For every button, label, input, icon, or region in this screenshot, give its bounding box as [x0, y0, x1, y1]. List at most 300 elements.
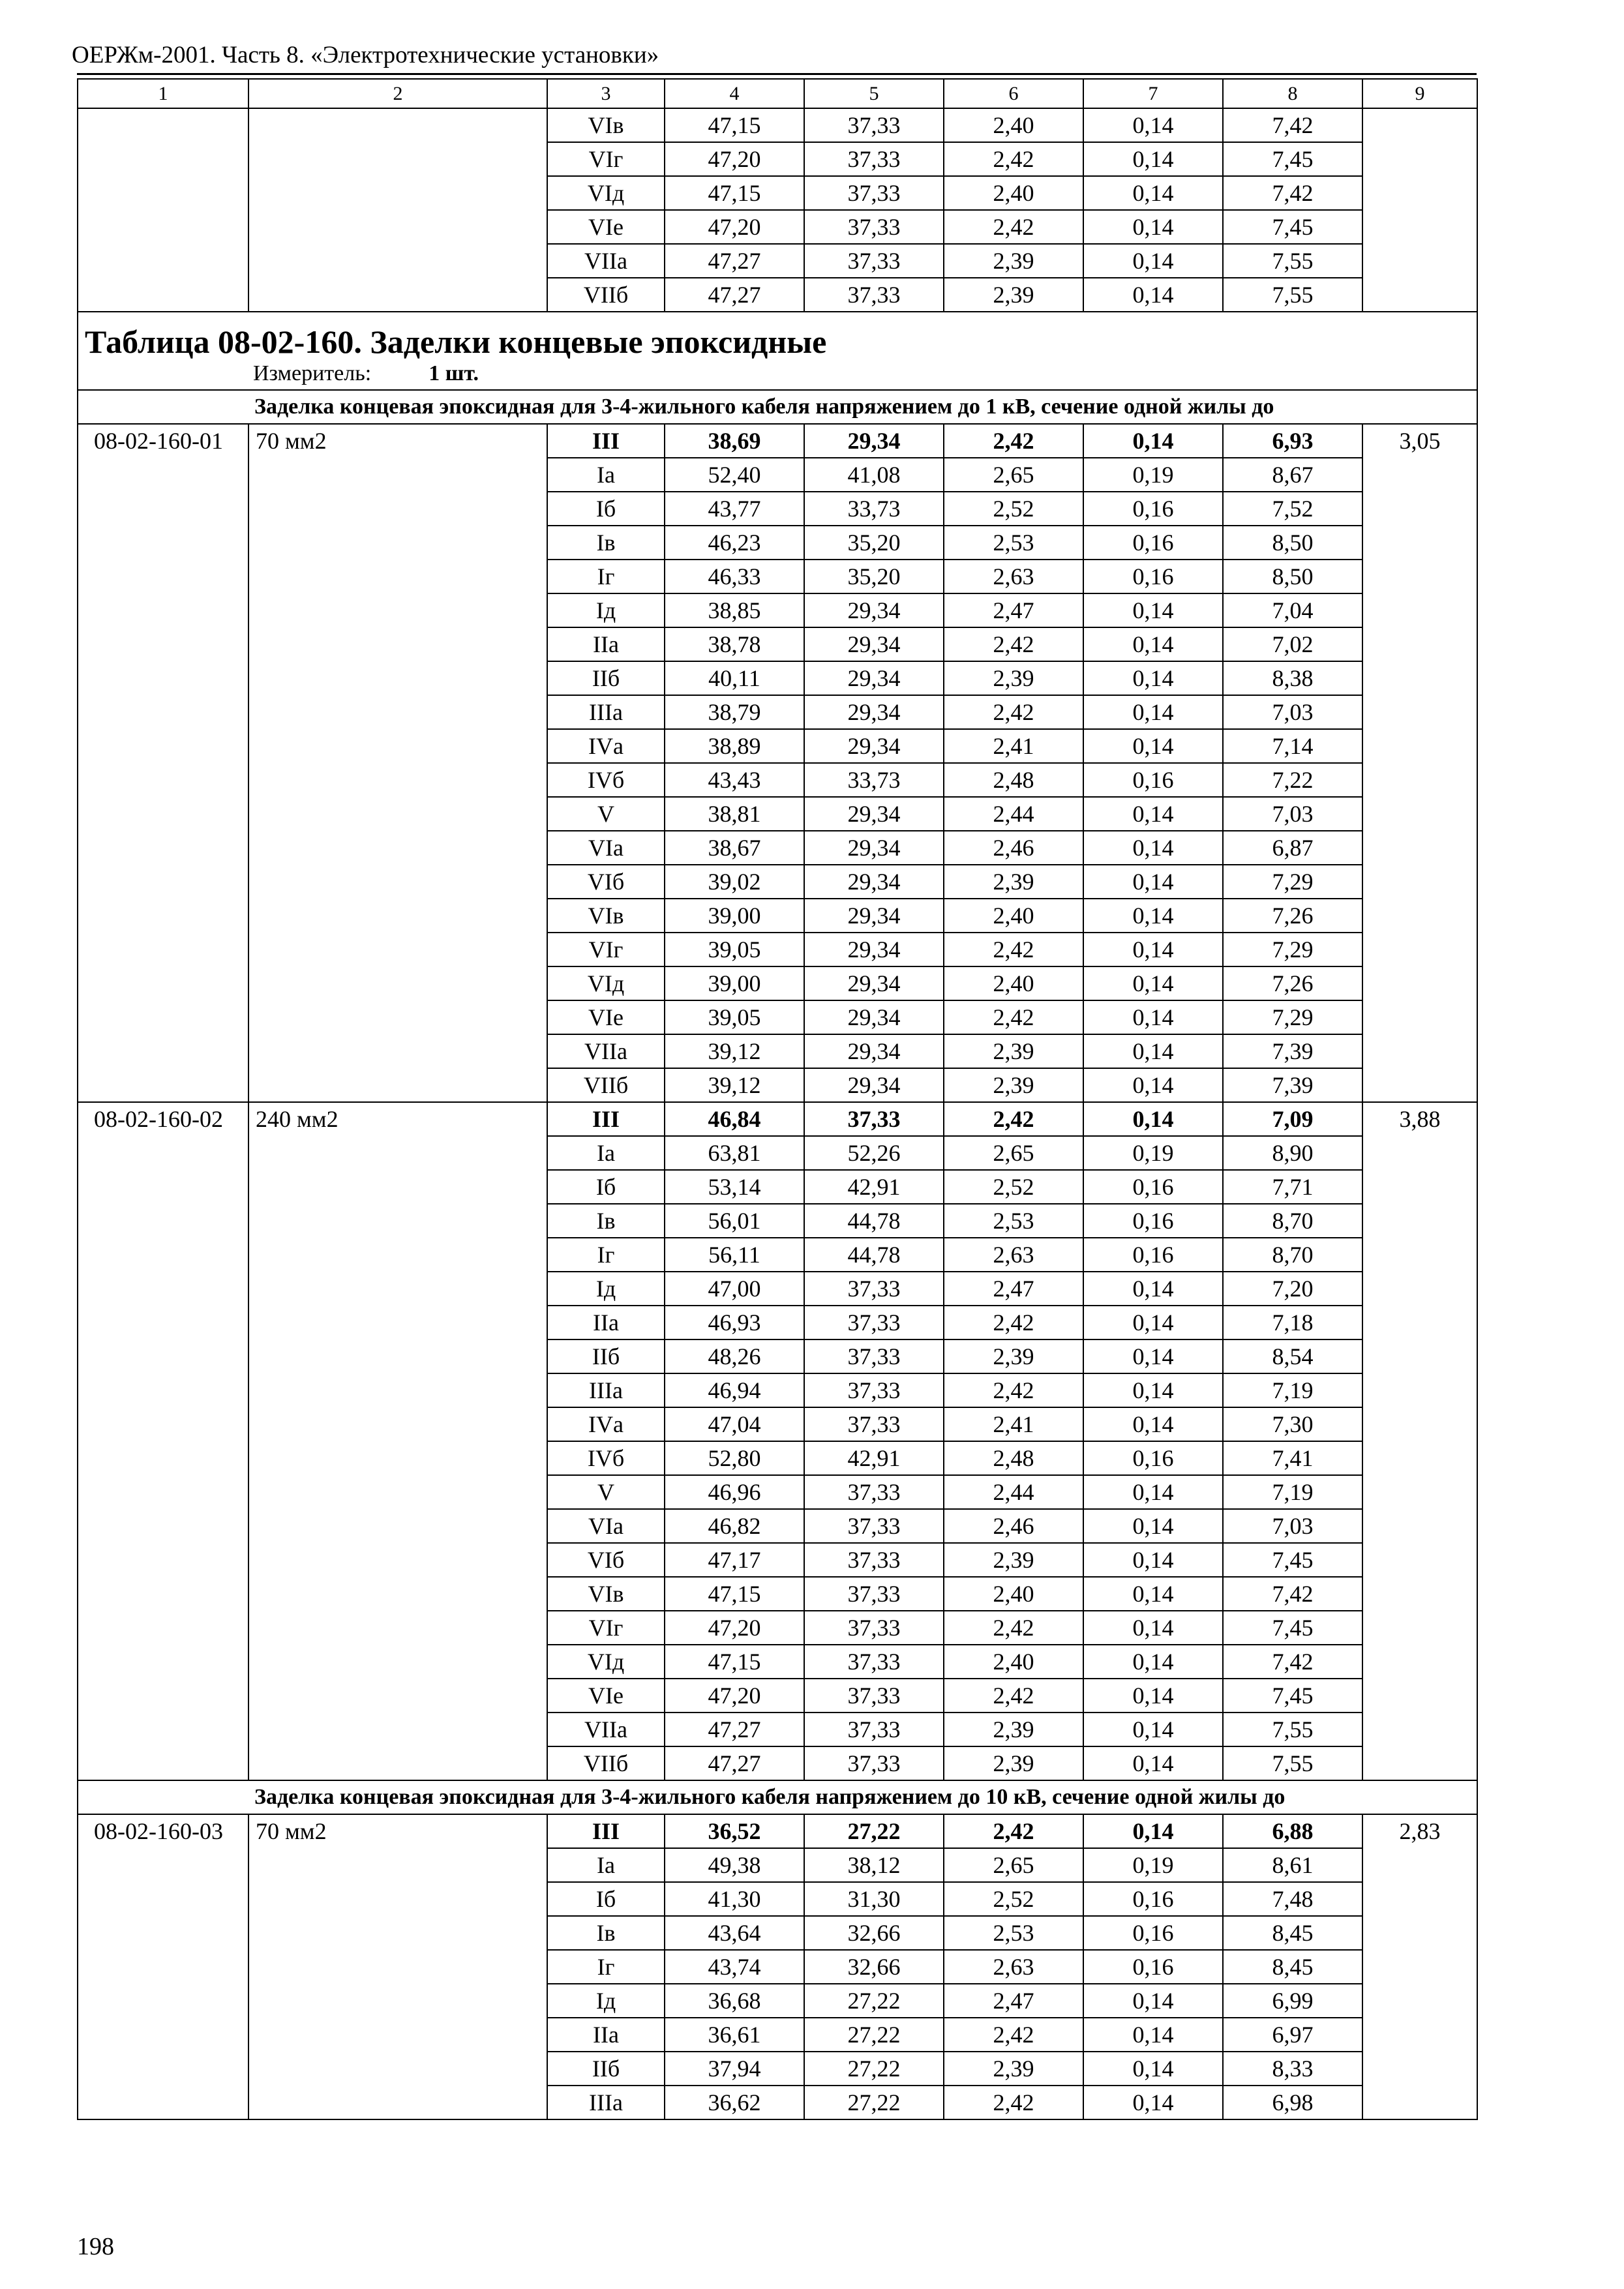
- region-cell: Iд: [547, 593, 665, 627]
- value-cell: 0,19: [1083, 1136, 1223, 1170]
- value-cell: 47,20: [665, 142, 804, 176]
- value-cell: 46,94: [665, 1373, 804, 1407]
- region-cell: IVа: [547, 729, 665, 763]
- value-cell: 2,39: [944, 278, 1083, 312]
- value-cell: 2,42: [944, 142, 1083, 176]
- value-cell: 0,14: [1083, 661, 1223, 695]
- value-cell: 0,19: [1083, 458, 1223, 492]
- value-cell: 37,33: [804, 1306, 944, 1339]
- region-cell: III: [547, 424, 665, 458]
- value-cell: 56,11: [665, 1238, 804, 1272]
- value-cell: 7,71: [1223, 1170, 1362, 1204]
- column-number: 3: [547, 79, 665, 108]
- value-cell: 46,96: [665, 1475, 804, 1509]
- value-cell: 2,53: [944, 1204, 1083, 1238]
- region-cell: Iг: [547, 560, 665, 593]
- value-cell: 2,53: [944, 1916, 1083, 1950]
- value-cell: 29,34: [804, 865, 944, 899]
- region-cell: Iг: [547, 1238, 665, 1272]
- value-cell: 43,64: [665, 1916, 804, 1950]
- value-cell: 42,91: [804, 1441, 944, 1475]
- price-table: [77, 78, 1478, 2120]
- column-number: 4: [665, 79, 804, 108]
- value-cell: 29,34: [804, 966, 944, 1000]
- value-cell: 0,14: [1083, 278, 1223, 312]
- value-cell: 29,34: [804, 593, 944, 627]
- value-cell: 35,20: [804, 526, 944, 560]
- value-cell: 46,82: [665, 1509, 804, 1543]
- value-cell: 43,43: [665, 763, 804, 797]
- value-cell: 0,14: [1083, 933, 1223, 966]
- value-cell: 2,42: [944, 1000, 1083, 1034]
- value-cell: 0,16: [1083, 560, 1223, 593]
- value-cell: 7,55: [1223, 244, 1362, 278]
- value-cell: 31,30: [804, 1882, 944, 1916]
- column-number: 5: [804, 79, 944, 108]
- table-row: [78, 1814, 1477, 1848]
- value-cell: 2,41: [944, 729, 1083, 763]
- value-cell: 36,68: [665, 1984, 804, 2018]
- value-cell: 0,14: [1083, 1577, 1223, 1611]
- value-cell: 53,14: [665, 1170, 804, 1204]
- value-cell: 2,52: [944, 492, 1083, 526]
- value-cell: 7,42: [1223, 1577, 1362, 1611]
- value-cell: 7,45: [1223, 1543, 1362, 1577]
- value-cell: 0,14: [1083, 1339, 1223, 1373]
- value-cell: 2,39: [944, 661, 1083, 695]
- value-cell: 29,34: [804, 627, 944, 661]
- value-cell: 29,34: [804, 695, 944, 729]
- region-cell: Iв: [547, 1916, 665, 1950]
- value-cell: 0,14: [1083, 1407, 1223, 1441]
- value-cell: 2,40: [944, 966, 1083, 1000]
- table-title: Таблица 08-02-160. Заделки концевые эпоксидные: [85, 323, 827, 360]
- value-cell: 0,14: [1083, 1746, 1223, 1780]
- value-cell: 41,08: [804, 458, 944, 492]
- value-cell: 0,14: [1083, 729, 1223, 763]
- value-cell: 38,79: [665, 695, 804, 729]
- region-cell: VIе: [547, 1000, 665, 1034]
- region-cell: Iб: [547, 492, 665, 526]
- code-cell: 08-02-160-02: [78, 1102, 248, 1780]
- value-cell: 2,42: [944, 2018, 1083, 2052]
- region-cell: VIв: [547, 899, 665, 933]
- value-cell: 8,50: [1223, 560, 1362, 593]
- value-cell: 36,61: [665, 2018, 804, 2052]
- value-cell: 27,22: [804, 2086, 944, 2119]
- value-cell: 37,33: [804, 1645, 944, 1679]
- value-cell: 7,19: [1223, 1475, 1362, 1509]
- value-cell: 0,14: [1083, 899, 1223, 933]
- value-cell: 2,52: [944, 1170, 1083, 1204]
- value-cell: 0,14: [1083, 1814, 1223, 1848]
- value-cell: 0,14: [1083, 244, 1223, 278]
- value-cell: 0,14: [1083, 966, 1223, 1000]
- value-cell: 7,52: [1223, 492, 1362, 526]
- region-cell: V: [547, 1475, 665, 1509]
- value-cell: 7,18: [1223, 1306, 1362, 1339]
- value-cell: 0,16: [1083, 763, 1223, 797]
- value-cell: 7,29: [1223, 1000, 1362, 1034]
- value-cell: 29,34: [804, 899, 944, 933]
- value-cell: 37,33: [804, 1679, 944, 1713]
- value-cell: 2,42: [944, 1814, 1083, 1848]
- running-header: ОЕРЖм-2001. Часть 8. «Электротехнические установки»: [72, 42, 659, 68]
- code-cell: [78, 108, 248, 312]
- value-cell: 0,14: [1083, 1000, 1223, 1034]
- col9-cell: 2,83: [1362, 1814, 1477, 2119]
- value-cell: 46,84: [665, 1102, 804, 1136]
- value-cell: 7,45: [1223, 142, 1362, 176]
- region-cell: Iд: [547, 1984, 665, 2018]
- segment-heading-row: [78, 1780, 1477, 1814]
- param-cell: [248, 108, 547, 312]
- column-number: 8: [1223, 79, 1362, 108]
- value-cell: 8,45: [1223, 1916, 1362, 1950]
- value-cell: 0,14: [1083, 1102, 1223, 1136]
- value-cell: 8,70: [1223, 1204, 1362, 1238]
- region-cell: VIIа: [547, 1034, 665, 1068]
- value-cell: 27,22: [804, 1984, 944, 2018]
- region-cell: IVб: [547, 1441, 665, 1475]
- value-cell: 63,81: [665, 1136, 804, 1170]
- value-cell: 39,05: [665, 933, 804, 966]
- value-cell: 0,16: [1083, 1170, 1223, 1204]
- value-cell: 39,12: [665, 1068, 804, 1102]
- value-cell: 7,39: [1223, 1034, 1362, 1068]
- value-cell: 33,73: [804, 492, 944, 526]
- value-cell: 2,42: [944, 695, 1083, 729]
- value-cell: 37,33: [804, 1577, 944, 1611]
- value-cell: 2,39: [944, 1713, 1083, 1746]
- region-cell: VIе: [547, 210, 665, 244]
- value-cell: 2,39: [944, 244, 1083, 278]
- value-cell: 8,33: [1223, 2052, 1362, 2086]
- region-cell: IIа: [547, 1306, 665, 1339]
- region-cell: Iа: [547, 1848, 665, 1882]
- value-cell: 37,33: [804, 1475, 944, 1509]
- value-cell: 7,41: [1223, 1441, 1362, 1475]
- value-cell: 6,97: [1223, 2018, 1362, 2052]
- value-cell: 29,34: [804, 831, 944, 865]
- region-cell: VIе: [547, 1679, 665, 1713]
- value-cell: 43,77: [665, 492, 804, 526]
- region-cell: IIб: [547, 661, 665, 695]
- value-cell: 8,50: [1223, 526, 1362, 560]
- value-cell: 47,15: [665, 1645, 804, 1679]
- value-cell: 37,33: [804, 1543, 944, 1577]
- column-number: 1: [78, 79, 248, 108]
- value-cell: 7,14: [1223, 729, 1362, 763]
- value-cell: 0,14: [1083, 1373, 1223, 1407]
- region-cell: VIIб: [547, 278, 665, 312]
- value-cell: 2,40: [944, 176, 1083, 210]
- value-cell: 47,20: [665, 210, 804, 244]
- region-cell: VIг: [547, 142, 665, 176]
- region-cell: Iа: [547, 458, 665, 492]
- page-number: 198: [77, 2233, 114, 2260]
- value-cell: 0,16: [1083, 1916, 1223, 1950]
- value-cell: 29,34: [804, 933, 944, 966]
- value-cell: 6,93: [1223, 424, 1362, 458]
- value-cell: 43,74: [665, 1950, 804, 1984]
- value-cell: 8,90: [1223, 1136, 1362, 1170]
- value-cell: 7,09: [1223, 1102, 1362, 1136]
- value-cell: 2,42: [944, 424, 1083, 458]
- value-cell: 37,33: [804, 142, 944, 176]
- region-cell: IIа: [547, 627, 665, 661]
- value-cell: 2,39: [944, 865, 1083, 899]
- region-cell: VIг: [547, 1611, 665, 1645]
- region-cell: Iб: [547, 1170, 665, 1204]
- value-cell: 46,93: [665, 1306, 804, 1339]
- value-cell: 7,02: [1223, 627, 1362, 661]
- value-cell: 7,04: [1223, 593, 1362, 627]
- region-cell: VIд: [547, 1645, 665, 1679]
- value-cell: 27,22: [804, 2052, 944, 2086]
- unit-line: [78, 361, 1477, 387]
- region-cell: VIIб: [547, 1068, 665, 1102]
- region-cell: IIб: [547, 1339, 665, 1373]
- region-cell: VIб: [547, 865, 665, 899]
- region-cell: IIа: [547, 2018, 665, 2052]
- region-cell: IIIа: [547, 695, 665, 729]
- value-cell: 47,15: [665, 176, 804, 210]
- region-cell: Iд: [547, 1272, 665, 1306]
- value-cell: 32,66: [804, 1950, 944, 1984]
- value-cell: 7,22: [1223, 763, 1362, 797]
- value-cell: 0,14: [1083, 1068, 1223, 1102]
- value-cell: 2,65: [944, 458, 1083, 492]
- region-cell: VIа: [547, 1509, 665, 1543]
- value-cell: 0,14: [1083, 1679, 1223, 1713]
- table-row: [78, 424, 1477, 458]
- value-cell: 29,34: [804, 729, 944, 763]
- value-cell: 7,42: [1223, 108, 1362, 142]
- value-cell: 0,16: [1083, 1882, 1223, 1916]
- table-title-cell: [78, 312, 1477, 390]
- value-cell: 8,54: [1223, 1339, 1362, 1373]
- region-cell: VIд: [547, 966, 665, 1000]
- value-cell: 2,42: [944, 1611, 1083, 1645]
- column-number: 2: [248, 79, 547, 108]
- value-cell: 29,34: [804, 1000, 944, 1034]
- value-cell: 0,14: [1083, 424, 1223, 458]
- value-cell: 37,33: [804, 1611, 944, 1645]
- segment-heading-row: [78, 390, 1477, 424]
- value-cell: 2,53: [944, 526, 1083, 560]
- value-cell: 8,70: [1223, 1238, 1362, 1272]
- value-cell: 37,33: [804, 210, 944, 244]
- value-cell: 2,48: [944, 1441, 1083, 1475]
- value-cell: 42,91: [804, 1170, 944, 1204]
- value-cell: 7,55: [1223, 1713, 1362, 1746]
- value-cell: 7,03: [1223, 797, 1362, 831]
- value-cell: 38,67: [665, 831, 804, 865]
- region-cell: VIа: [547, 831, 665, 865]
- value-cell: 7,29: [1223, 933, 1362, 966]
- value-cell: 47,15: [665, 108, 804, 142]
- value-cell: 0,14: [1083, 695, 1223, 729]
- value-cell: 7,48: [1223, 1882, 1362, 1916]
- value-cell: 8,38: [1223, 661, 1362, 695]
- value-cell: 0,14: [1083, 1984, 1223, 2018]
- value-cell: 7,45: [1223, 1611, 1362, 1645]
- value-cell: 2,44: [944, 797, 1083, 831]
- value-cell: 6,88: [1223, 1814, 1362, 1848]
- value-cell: 2,47: [944, 1984, 1083, 2018]
- value-cell: 38,81: [665, 797, 804, 831]
- value-cell: 2,42: [944, 627, 1083, 661]
- value-cell: 2,41: [944, 1407, 1083, 1441]
- value-cell: 0,14: [1083, 1543, 1223, 1577]
- value-cell: 41,30: [665, 1882, 804, 1916]
- value-cell: 0,16: [1083, 1238, 1223, 1272]
- value-cell: 39,05: [665, 1000, 804, 1034]
- value-cell: 0,14: [1083, 1475, 1223, 1509]
- value-cell: 0,14: [1083, 593, 1223, 627]
- value-cell: 7,20: [1223, 1272, 1362, 1306]
- value-cell: 29,34: [804, 1068, 944, 1102]
- value-cell: 37,94: [665, 2052, 804, 2086]
- value-cell: 0,14: [1083, 2052, 1223, 2086]
- value-cell: 7,29: [1223, 865, 1362, 899]
- region-cell: IIIа: [547, 1373, 665, 1407]
- value-cell: 2,40: [944, 108, 1083, 142]
- region-cell: V: [547, 797, 665, 831]
- value-cell: 0,19: [1083, 1848, 1223, 1882]
- value-cell: 0,16: [1083, 1204, 1223, 1238]
- value-cell: 47,27: [665, 278, 804, 312]
- region-cell: Iв: [547, 526, 665, 560]
- value-cell: 7,55: [1223, 278, 1362, 312]
- value-cell: 47,20: [665, 1611, 804, 1645]
- value-cell: 37,33: [804, 1339, 944, 1373]
- value-cell: 37,33: [804, 1407, 944, 1441]
- value-cell: 29,34: [804, 661, 944, 695]
- value-cell: 37,33: [804, 108, 944, 142]
- table-title-row: [78, 312, 1477, 390]
- value-cell: 37,33: [804, 1102, 944, 1136]
- value-cell: 0,14: [1083, 1611, 1223, 1645]
- col9-cell: 3,88: [1362, 1102, 1477, 1780]
- value-cell: 39,02: [665, 865, 804, 899]
- value-cell: 2,63: [944, 1950, 1083, 1984]
- value-cell: 2,39: [944, 2052, 1083, 2086]
- value-cell: 2,39: [944, 1339, 1083, 1373]
- value-cell: 2,47: [944, 1272, 1083, 1306]
- value-cell: 0,14: [1083, 1306, 1223, 1339]
- value-cell: 2,63: [944, 560, 1083, 593]
- value-cell: 36,52: [665, 1814, 804, 1848]
- value-cell: 2,39: [944, 1034, 1083, 1068]
- value-cell: 2,42: [944, 210, 1083, 244]
- region-cell: VIд: [547, 176, 665, 210]
- value-cell: 2,42: [944, 1102, 1083, 1136]
- value-cell: 47,27: [665, 244, 804, 278]
- value-cell: 2,40: [944, 1577, 1083, 1611]
- value-cell: 8,67: [1223, 458, 1362, 492]
- value-cell: 33,73: [804, 763, 944, 797]
- value-cell: 0,14: [1083, 176, 1223, 210]
- value-cell: 2,65: [944, 1136, 1083, 1170]
- value-cell: 37,33: [804, 1746, 944, 1780]
- region-cell: VIв: [547, 108, 665, 142]
- value-cell: 37,33: [804, 1509, 944, 1543]
- value-cell: 39,00: [665, 966, 804, 1000]
- value-cell: 47,17: [665, 1543, 804, 1577]
- value-cell: 29,34: [804, 1034, 944, 1068]
- value-cell: 8,61: [1223, 1848, 1362, 1882]
- value-cell: 37,33: [804, 1272, 944, 1306]
- value-cell: 0,16: [1083, 526, 1223, 560]
- value-cell: 39,12: [665, 1034, 804, 1068]
- value-cell: 47,15: [665, 1577, 804, 1611]
- value-cell: 0,14: [1083, 2086, 1223, 2119]
- segment-heading: Заделка концевая эпоксидная для 3-4-жильного кабеля напряжением до 10 кВ, сечение одной жилы до: [78, 1780, 1477, 1814]
- region-cell: VIIа: [547, 1713, 665, 1746]
- value-cell: 48,26: [665, 1339, 804, 1373]
- segment-heading: Заделка концевая эпоксидная для 3-4-жильного кабеля напряжением до 1 кВ, сечение одной жилы до: [78, 390, 1477, 424]
- value-cell: 40,11: [665, 661, 804, 695]
- value-cell: 7,30: [1223, 1407, 1362, 1441]
- value-cell: 56,01: [665, 1204, 804, 1238]
- value-cell: 38,78: [665, 627, 804, 661]
- value-cell: 2,42: [944, 2086, 1083, 2119]
- param-cell: 70 мм2: [248, 1814, 547, 2119]
- value-cell: 7,55: [1223, 1746, 1362, 1780]
- value-cell: 0,16: [1083, 1950, 1223, 1984]
- region-cell: IIб: [547, 2052, 665, 2086]
- value-cell: 7,45: [1223, 210, 1362, 244]
- value-cell: 52,26: [804, 1136, 944, 1170]
- value-cell: 46,33: [665, 560, 804, 593]
- table-row: [78, 108, 1477, 142]
- value-cell: 47,00: [665, 1272, 804, 1306]
- value-cell: 47,27: [665, 1746, 804, 1780]
- value-cell: 0,14: [1083, 142, 1223, 176]
- value-cell: 2,65: [944, 1848, 1083, 1882]
- column-number: 6: [944, 79, 1083, 108]
- value-cell: 47,04: [665, 1407, 804, 1441]
- region-cell: Iб: [547, 1882, 665, 1916]
- value-cell: 38,12: [804, 1848, 944, 1882]
- value-cell: 37,33: [804, 1373, 944, 1407]
- value-cell: 2,40: [944, 899, 1083, 933]
- value-cell: 7,03: [1223, 695, 1362, 729]
- value-cell: 52,40: [665, 458, 804, 492]
- value-cell: 37,33: [804, 244, 944, 278]
- code-cell: 08-02-160-03: [78, 1814, 248, 2119]
- value-cell: 8,45: [1223, 1950, 1362, 1984]
- value-cell: 0,16: [1083, 492, 1223, 526]
- value-cell: 0,14: [1083, 865, 1223, 899]
- value-cell: 7,26: [1223, 966, 1362, 1000]
- value-cell: 2,46: [944, 831, 1083, 865]
- region-cell: IVб: [547, 763, 665, 797]
- code-cell: 08-02-160-01: [78, 424, 248, 1102]
- value-cell: 47,20: [665, 1679, 804, 1713]
- header-rule: [77, 73, 1477, 75]
- value-cell: 0,14: [1083, 210, 1223, 244]
- value-cell: 7,45: [1223, 1679, 1362, 1713]
- value-cell: 37,33: [804, 278, 944, 312]
- value-cell: 2,39: [944, 1746, 1083, 1780]
- value-cell: 29,34: [804, 424, 944, 458]
- region-cell: Iв: [547, 1204, 665, 1238]
- region-cell: VIIа: [547, 244, 665, 278]
- region-cell: VIб: [547, 1543, 665, 1577]
